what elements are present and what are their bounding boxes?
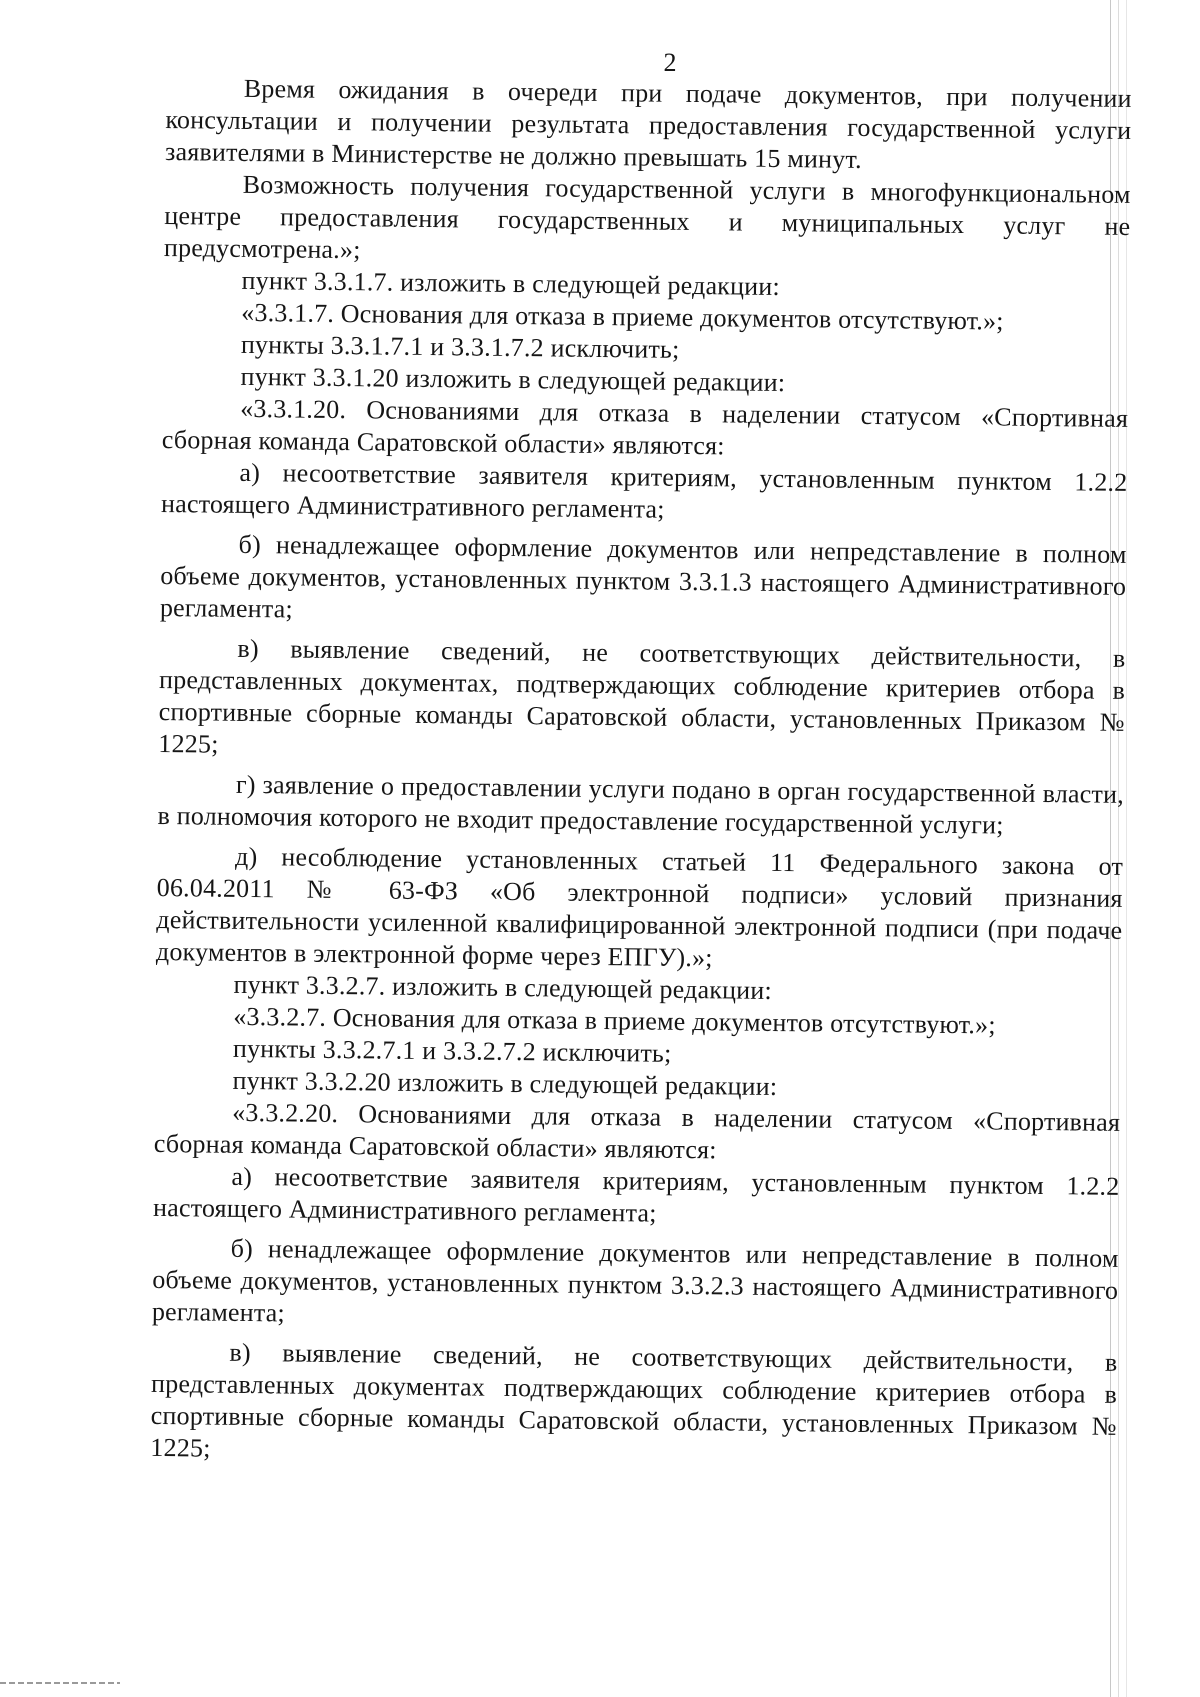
paragraph: б) ненадлежащее оформление документов или непредставление в полном объеме документов, установленных пунктом 3.3.2.3 настоящего Административного регламента;	[151, 1233, 1119, 1328]
paragraph: пункты 3.3.1.7.1 и 3.3.1.7.2 исключить;	[240, 329, 680, 364]
paragraph: а) несоответствие заявителя критериям, установленным пунктом 1.2.2 настоящего Административного регламента;	[160, 457, 1128, 524]
scan-artifact-rule	[0, 1682, 120, 1684]
paragraph: пункт 3.3.2.20 изложить в следующей редакции:	[232, 1065, 778, 1101]
paragraph: Возможность получения государственной услуги в многофункциональном центре предоставления государственных и муниципальных услуг не предусмотрена.»;	[163, 169, 1131, 265]
paragraph: пункты 3.3.2.7.1 и 3.3.2.7.2 исключить;	[232, 1033, 672, 1068]
paragraph: Время ожидания в очереди при подаче документов, при получении консультации и получении результата предоставления государственной услуги заявителями в Министерстве не должно превышать 15 минут.	[164, 73, 1132, 174]
paragraph: а) несоответствие заявителя критериям, установленным пунктом 1.2.2 настоящего Административного регламента;	[152, 1161, 1120, 1228]
paragraph: б) ненадлежащее оформление документов или непредставление в полном объеме документов, установленных пунктом 3.3.1.3 настоящего Административного регламента;	[159, 529, 1127, 624]
paragraph: г) заявление о предоставлении услуги подано в орган государственной власти, в полномочия которого не входит предоставление государственной услуги;	[157, 769, 1125, 840]
paragraph: в) выявление сведений, не соответствующих действительности, в представленных документах, подтверждающих соблюдение критериев отбора в спортивные сборные команды Саратовской области, установленных Приказом № 1225;	[158, 633, 1126, 759]
paragraph: пункт 3.3.2.7. изложить в следующей редакции:	[233, 969, 773, 1005]
paragraph: «3.3.2.20. Основаниями для отказа в наделении статусом «Спортивная сборная команда Саратовской области» являются:	[153, 1097, 1121, 1165]
paragraph: «3.3.2.7. Основания для отказа в приеме документов отсутствуют.»;	[233, 1001, 996, 1040]
paragraph: пункт 3.3.1.20 изложить в следующей редакции:	[240, 361, 786, 398]
paragraph: в) выявление сведений, не соответствующих действительности, в представленных документах подтверждающих соблюдение критериев отбора в спортивные сборные команды Саратовской области, установленных Приказом № 1225;	[150, 1337, 1118, 1463]
document-body	[150, 72, 1132, 1475]
paragraph: пункт 3.3.1.7. изложить в следующей редакции:	[241, 265, 781, 301]
paragraph: «3.3.1.20. Основаниями для отказа в наделении статусом «Спортивная сборная команда Саратовской области» являются:	[161, 393, 1129, 461]
paragraph: «3.3.1.7. Основания для отказа в приеме документов отсутствуют.»;	[241, 297, 1004, 336]
page-number: 2	[663, 48, 677, 77]
paragraph: д) несоблюдение установленных статьей 11 Федерального закона от 06.04.2011 № 63-ФЗ «Об электронной подписи» условий признания действительности усиленной квалифицированной электронной подписи (при подаче документов в электронной форме через ЕПГУ).»;	[155, 841, 1124, 973]
